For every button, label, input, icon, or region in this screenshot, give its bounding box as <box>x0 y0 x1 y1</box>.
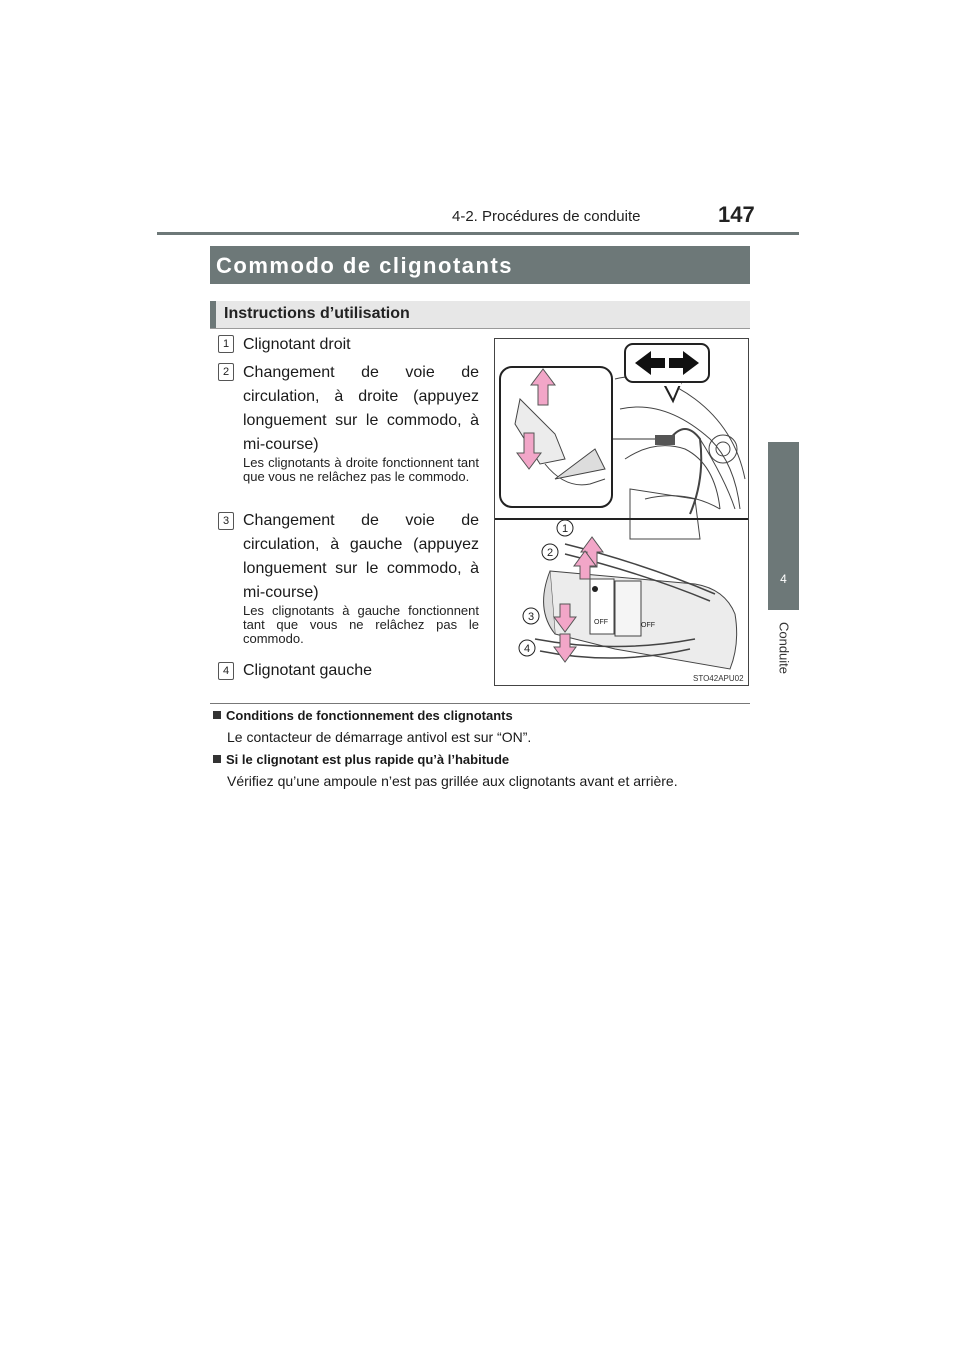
header-section: 4-2. Procédures de conduite <box>452 208 641 225</box>
subsection-title: Instructions d’utilisation <box>224 305 410 322</box>
page-number: 147 <box>718 202 755 227</box>
callout-2: 2 <box>546 547 554 559</box>
callout-1: 1 <box>561 523 569 535</box>
subsection-bar <box>210 301 750 329</box>
item-text-1: Clignotant droit <box>243 336 351 353</box>
section-title: Commodo de clignotants <box>216 253 513 278</box>
item-text-3: Changement de voie de circulation, à gauche (appuyez longuement sur le commodo, à mi-course) <box>243 512 479 601</box>
square-bullet-icon <box>213 711 221 719</box>
item-number-3: 3 <box>218 512 234 530</box>
section-title-bar <box>210 246 750 284</box>
turn-signal-illustration <box>495 339 748 685</box>
side-tab-number: 4 <box>780 572 787 586</box>
direction-bubble <box>625 344 709 401</box>
item-number-1: 1 <box>218 335 234 353</box>
separator-rule <box>210 703 750 704</box>
callout-4: 4 <box>523 643 531 655</box>
item-number-4: 4 <box>218 662 234 680</box>
item-note-3: Les clignotants à gauche fonctionnent tant que vous ne relâchez pas le commodo. <box>243 603 479 646</box>
subsection-accent <box>210 301 216 328</box>
lever-inset <box>500 367 612 507</box>
condition-title-1-text: Conditions de fonctionnement des clignotants <box>226 708 513 723</box>
callout-3: 3 <box>527 611 535 623</box>
header-rule <box>157 232 799 235</box>
item-text-2: Changement de voie de circulation, à droite (appuyez longuement sur le commodo, à mi-course) <box>243 364 479 453</box>
item-number-2: 2 <box>218 363 234 381</box>
item-note-2: Les clignotants à droite fonctionnent tant que vous ne relâchez pas le commodo. <box>243 455 479 484</box>
item-text-4: Clignotant gauche <box>243 662 372 679</box>
condition-title-2-text: Si le clignotant est plus rapide qu’à l’habitude <box>226 752 510 767</box>
condition-title-1 <box>213 708 513 723</box>
off-label-2: OFF <box>641 622 655 629</box>
lever-detail <box>535 537 737 669</box>
turn-signal-figure <box>494 338 749 686</box>
figure-code: STO42APU02 <box>693 674 744 683</box>
condition-title-2 <box>213 752 509 767</box>
side-tab-label: Conduite <box>776 621 792 675</box>
condition-text-1: Le contacteur de démarrage antivol est sur “ON”. <box>227 729 532 745</box>
off-label-1: OFF <box>594 619 608 626</box>
condition-text-2: Vérifiez qu’une ampoule n’est pas grillée aux clignotants avant et arrière. <box>227 773 678 789</box>
square-bullet-icon <box>213 755 221 763</box>
